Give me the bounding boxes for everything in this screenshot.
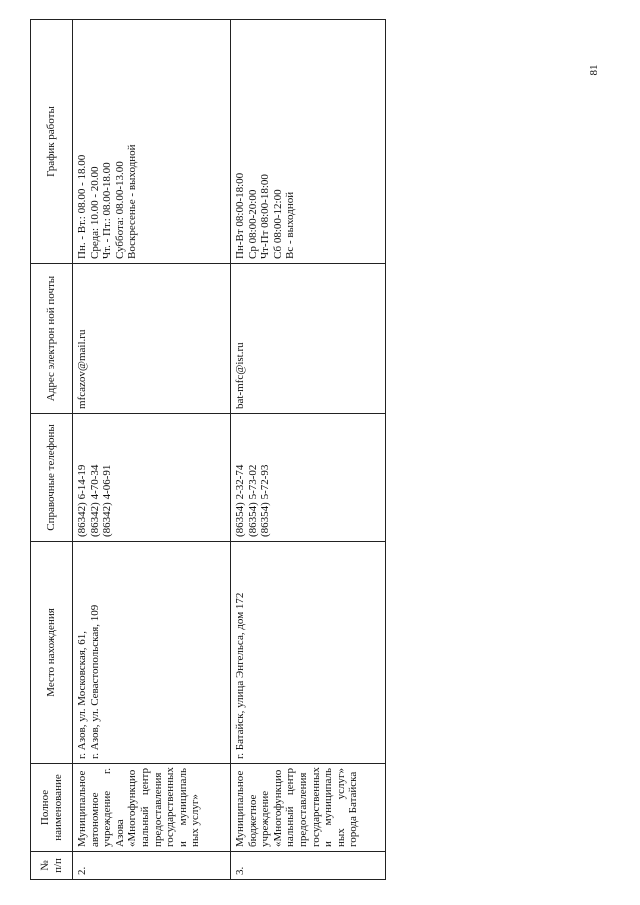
rotated-table-wrapper [30,20,385,880]
address-line: г. Батайск, улица Энгельса, дом 172 [234,592,246,759]
phone-line: (86342) 4-70-34 [88,464,101,537]
header-num: № п/п [31,852,73,880]
cell-num: 2. [73,852,231,880]
table-row [231,20,386,880]
phone-line: (86342) 6-14-19 [76,464,88,537]
header-email: Адрес электрон ной почты [31,264,73,414]
header-address: Место нахождения [31,542,73,764]
cell-address [231,542,386,764]
mfc-table [30,19,386,880]
header-name: Полное наименование [31,764,73,852]
cell-schedule [73,20,231,264]
address-line: г. Азов, ул. Московская, 61, [76,630,88,759]
schedule-line: Вс - выходной [284,191,297,259]
schedule-line: Суббота: 08.00-13.00 [113,161,126,259]
schedule-line: Среда: 10.00 - 20.00 [88,166,101,259]
cell-phones [231,414,386,542]
cell-name: Муниципальное бюджетное учреждение «Многофункцио нальный центр предоставления государственных и муниципаль ных услуг» города Батайска [231,764,386,852]
header-schedule: График работы [31,20,73,264]
address-line: г. Азов, ул. Севастопольская, 109 [88,604,101,759]
cell-email: mfcazov@mail.ru [73,264,231,414]
schedule-line: Пн. - Вт.: 08.00 - 18.00 [76,154,88,259]
phone-line: (86354) 5-73-02 [246,464,259,537]
cell-email: bat-mfc@ist.ru [231,264,386,414]
phone-line: (86354) 5-72-93 [259,464,272,537]
phone-line: (86354) 2-32-74 [234,464,246,537]
header-phones: Справочные телефоны [31,414,73,542]
cell-phones [73,414,231,542]
table-header-row [31,20,73,880]
schedule-line: Чт-Пт 08:00-18:00 [259,174,272,259]
cell-address [73,542,231,764]
cell-name: Муниципальное автономное учреждение г. Азова «Многофункцио нальный центр предоставления государственных и муниципаль ных услуг» [73,764,231,852]
page-number: 81 [588,64,600,76]
schedule-line: Сб 08:00-12:00 [271,189,284,259]
cell-num: 3. [231,852,386,880]
schedule-line: Пн-Вт 08:00-18:00 [234,172,246,259]
schedule-line: Воскресенье - выходной [126,144,139,259]
schedule-line: Ср 08:00-20:00 [246,189,259,259]
table-row [73,20,231,880]
schedule-line: Чт. - Пт.: 08.00-18.00 [101,162,114,259]
phone-line: (86342) 4-06-91 [101,464,114,537]
cell-schedule [231,20,386,264]
